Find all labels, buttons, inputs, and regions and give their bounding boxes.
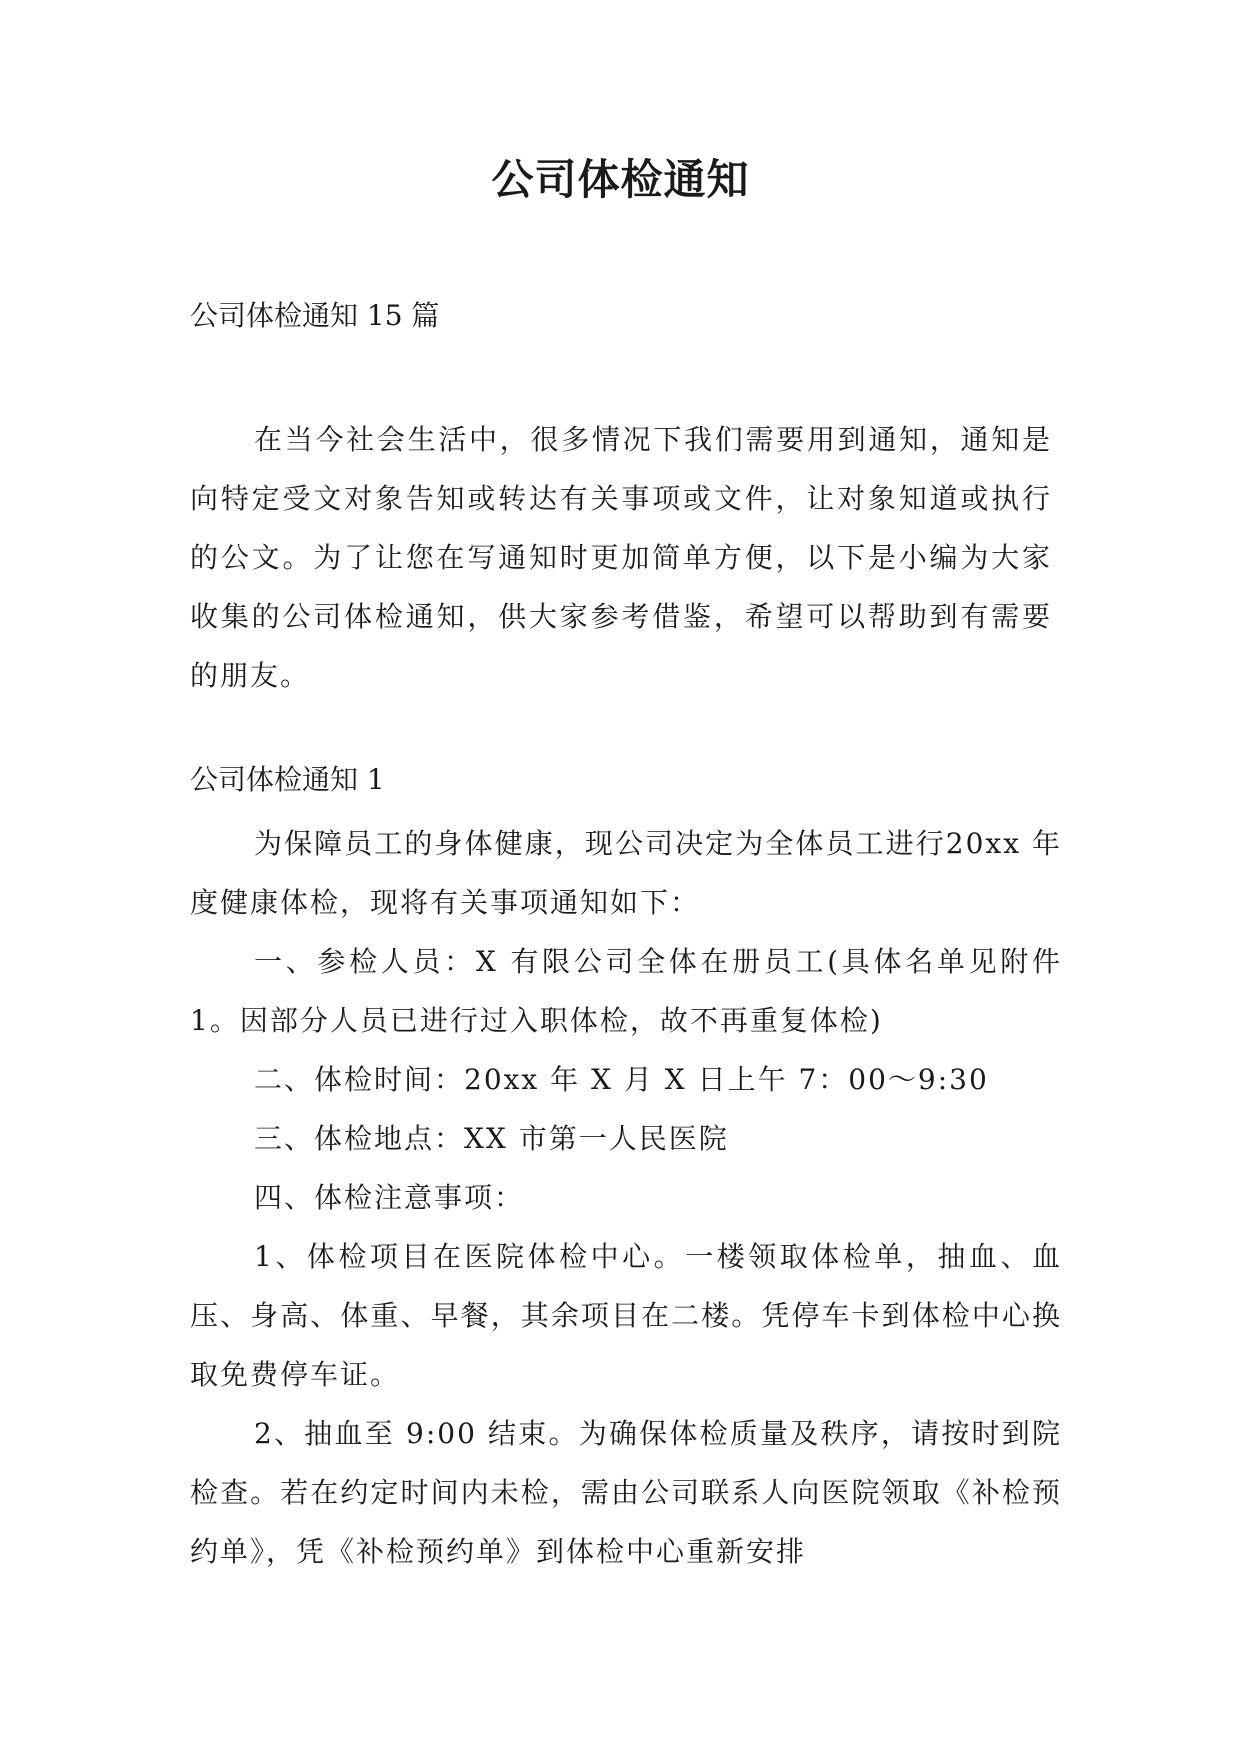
body-paragraph: 二、体检时间：20xx 年 X 月 X 日上午 7：00～9:30	[254, 1063, 989, 1096]
body-paragraph: 一、参检人员：X 有限公司全体在册员工(具体名单见附件 1。因部分人员已进行过入职体检，故不再重复体检)	[190, 945, 1062, 1037]
body-paragraph: 2、抽血至 9:00 结束。为确保体检质量及秩序，请按时到院检查。若在约定时间内未检，需由公司联系人向医院领取《补检预约单》，凭《补检预约单》到体检中心重新安排	[190, 1417, 1062, 1568]
body-paragraph: 为保障员工的身体健康，现公司决定为全体员工进行20xx 年度健康体检，现将有关事项通知如下：	[190, 827, 1062, 919]
notice-section-1	[190, 758, 1062, 1581]
body-paragraph: 四、体检注意事项：	[254, 1181, 525, 1214]
document-title: 公司体检通知	[491, 155, 750, 204]
document-subtitle: 公司体检通知 15 篇	[190, 299, 440, 332]
intro-paragraph: 在当今社会生活中，很多情况下我们需要用到通知，通知是向特定受文对象告知或转达有关事项或文件，让对象知道或执行的公文。为了让您在写通知时更加简单方便，以下是小编为大家收集的公司体检通知，供大家参考借鉴，希望可以帮助到有需要的朋友。	[190, 423, 1052, 692]
body-paragraph: 三、体检地点：XX 市第一人民医院	[254, 1122, 729, 1155]
section-heading: 公司体检通知 1	[190, 763, 385, 796]
body-paragraph: 1、体检项目在医院体检中心。一楼领取体检单，抽血、血压、身高、体重、早餐，其余项目在二楼。凭停车卡到体检中心换取免费停车证。	[190, 1240, 1062, 1391]
